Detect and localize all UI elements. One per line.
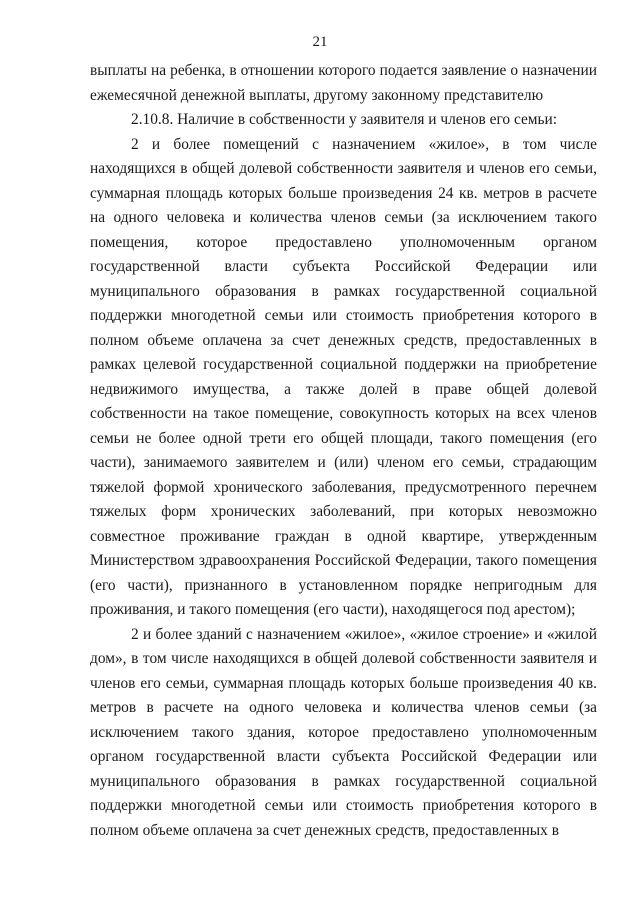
paragraph-continuation: выплаты на ребенка, в отношении которого подается заявление о назначении ежемесячной денежной выплаты, другому законному представителю	[90, 62, 597, 104]
paragraph-buildings: 2 и более зданий с назначением «жилое», «жилое строение» и «жилой дом», в том числе находящихся в общей долевой собственности заявителя и членов его семьи, суммарная площадь которых больше произведения 40 кв. метров в расчете на одного человека и количества членов семьи (за исключением такого здания, которое предоставлено уполномоченным органом государственной власти субъекта Российской Федерации или муниципального образования в рамках государственной социальной поддержки многодетной семьи или стоимость приобретения которого в полном объеме оплачена за счет денежных средств, предоставленных в	[90, 625, 597, 839]
body-text	[90, 59, 597, 843]
page-number: 21	[312, 34, 328, 50]
paragraph-section-heading: 2.10.8. Наличие в собственности у заявителя и членов его семьи:	[131, 111, 558, 128]
paragraph-premises: 2 и более помещений с назначением «жилое», в том числе находящихся в общей долевой собственности заявителя и членов его семьи, суммарная площадь которых больше произведения 24 кв. метров в расчете на одного человека и количества членов семьи (за исключением такого помещения, которое предоставлено уполномоченным органом государственной власти субъекта Российской Федерации или муниципального образования в рамках государственной социальной поддержки многодетной семьи или стоимость приобретения которого в полном объеме оплачена за счет денежных средств, предоставленных в рамках целевой государственной социальной поддержки на приобретение недвижимого имущества, а также долей в праве общей долевой собственности на такое помещение, совокупность которых на всех членов семьи не более одной трети его общей площади, такого помещения (его части), занимаемого заявителем и (или) членом его семьи, страдающим тяжелой формой хронического заболевания, предусмотренного перечнем тяжелых форм хронических заболеваний, при которых невозможно совместное проживание граждан в одной квартире, утвержденным Министерством здравоохранения Российской Федерации, такого помещения (его части), признанного в установленном порядке непригодным для проживания, и такого помещения (его части), находящегося под арестом);	[90, 135, 597, 618]
